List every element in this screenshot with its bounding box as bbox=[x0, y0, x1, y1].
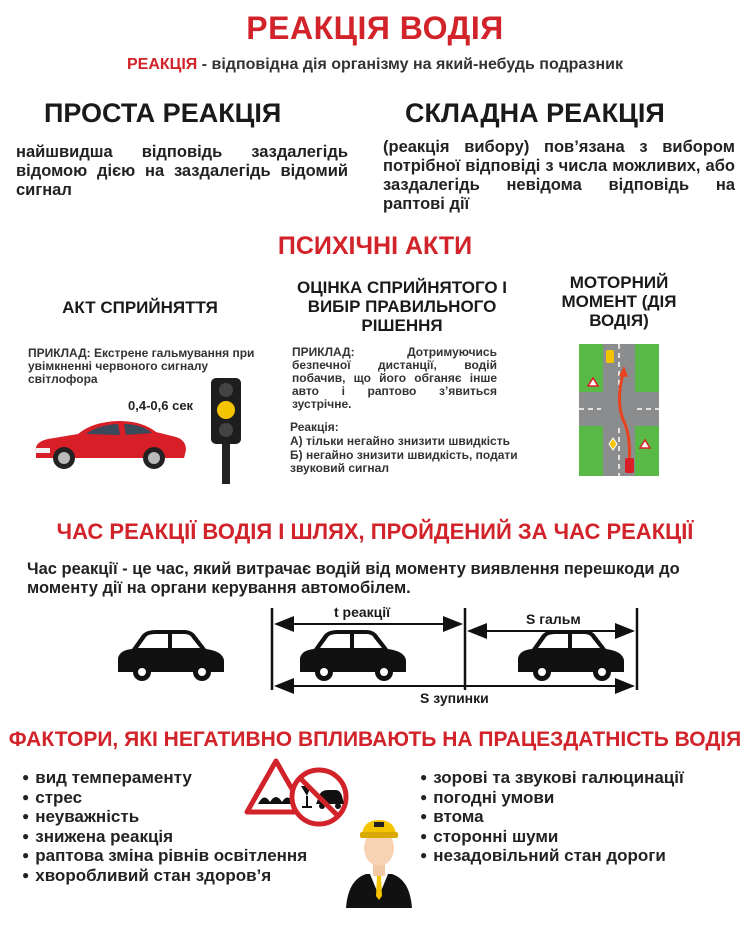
motor-heading: МОТОРНИЙ МОМЕНТ (ДІЯ ВОДІЯ) bbox=[561, 273, 677, 330]
list-item: ● вид темпераменту bbox=[22, 768, 307, 788]
list-item: ● стрес bbox=[22, 788, 307, 808]
reaction-time-text: Час реакції - це час, який витрачає водій від моменту виявлення перешкоди до моменту дії на органи керування автомобілем. bbox=[27, 560, 680, 597]
intersection-image bbox=[579, 344, 659, 476]
s-stop-label: S зупинки bbox=[420, 690, 489, 706]
simple-reaction-text: найшвидша відповідь заздалегідь відомою дією на заздалегідь відомий сигнал bbox=[16, 143, 348, 199]
evaluation-heading: ОЦІНКА СПРИЙНЯТОГО І ВИБІР ПРАВИЛЬНОГО РІШЕННЯ bbox=[296, 278, 508, 335]
red-car-image bbox=[30, 412, 190, 472]
list-item: ● втома bbox=[420, 807, 684, 827]
reaction-time-heading: ЧАС РЕАКЦІЇ ВОДІЯ І ШЛЯХ, ПРОЙДЕНИЙ ЗА ЧАС РЕАКЦІЇ bbox=[56, 519, 694, 544]
list-item: ● незадовільний стан дороги bbox=[420, 846, 684, 866]
evaluation-option-b: Б) негайно знизити швидкість, подати звуковий сигнал bbox=[290, 448, 518, 475]
complex-reaction-text: (реакція вибору) пов’язана з вибором потрібної відповіді з числа можливих, або заздалегідь невідома відповідь на раптові дії bbox=[383, 138, 735, 213]
list-item: ● сторонні шуми bbox=[420, 827, 684, 847]
factors-heading: ФАКТОРИ, ЯКІ НЕГАТИВНО ВПЛИВАЮТЬ НА ПРАЦЕЗДАТНІСТЬ ВОДІЯ bbox=[8, 728, 742, 751]
list-item: ● хворобливий стан здоров’я bbox=[22, 866, 307, 886]
s-brake-label: S гальм bbox=[526, 611, 581, 627]
taxi-driver-icon bbox=[340, 808, 418, 910]
evaluation-option-a: А) тільки негайно знизити швидкість bbox=[290, 434, 510, 448]
evaluation-reaction-label: Реакція: bbox=[290, 420, 339, 434]
list-item: ● знижена реакція bbox=[22, 827, 307, 847]
simple-reaction-heading: ПРОСТА РЕАКЦІЯ bbox=[44, 98, 282, 128]
factors-right-list bbox=[420, 768, 684, 866]
t-reaction-label: t реакції bbox=[334, 604, 391, 620]
list-item: ● неуважність bbox=[22, 807, 307, 827]
complex-reaction-heading: СКЛАДНА РЕАКЦІЯ bbox=[405, 98, 665, 128]
perception-heading: АКТ СПРИЙНЯТТЯ bbox=[62, 298, 218, 317]
reaction-definition bbox=[0, 56, 750, 74]
psychic-acts-heading: ПСИХІЧНІ АКТИ bbox=[277, 232, 473, 260]
list-item: ● раптова зміна рівнів освітлення bbox=[22, 846, 307, 866]
page-title: РЕАКЦІЯ ВОДІЯ bbox=[246, 10, 504, 46]
definition-text: - відповідна дія організму на який-небудь подразник bbox=[197, 56, 623, 73]
perception-time: 0,4-0,6 сек bbox=[128, 398, 194, 413]
definition-term: РЕАКЦІЯ bbox=[127, 56, 198, 73]
perception-example: ПРИКЛАД: Екстрене гальмування при увімкненні червоного сигналу світлофора bbox=[28, 346, 255, 386]
evaluation-example: ПРИКЛАД: Дотримуючись безпечної дистанції, водій побачив, що його обганяє інше авто і раптово з’явиться зустрічне. bbox=[292, 345, 497, 411]
list-item: ● зорові та звукові галюцинації bbox=[420, 768, 684, 788]
list-item: ● погодні умови bbox=[420, 788, 684, 808]
traffic-light-image bbox=[208, 376, 244, 484]
